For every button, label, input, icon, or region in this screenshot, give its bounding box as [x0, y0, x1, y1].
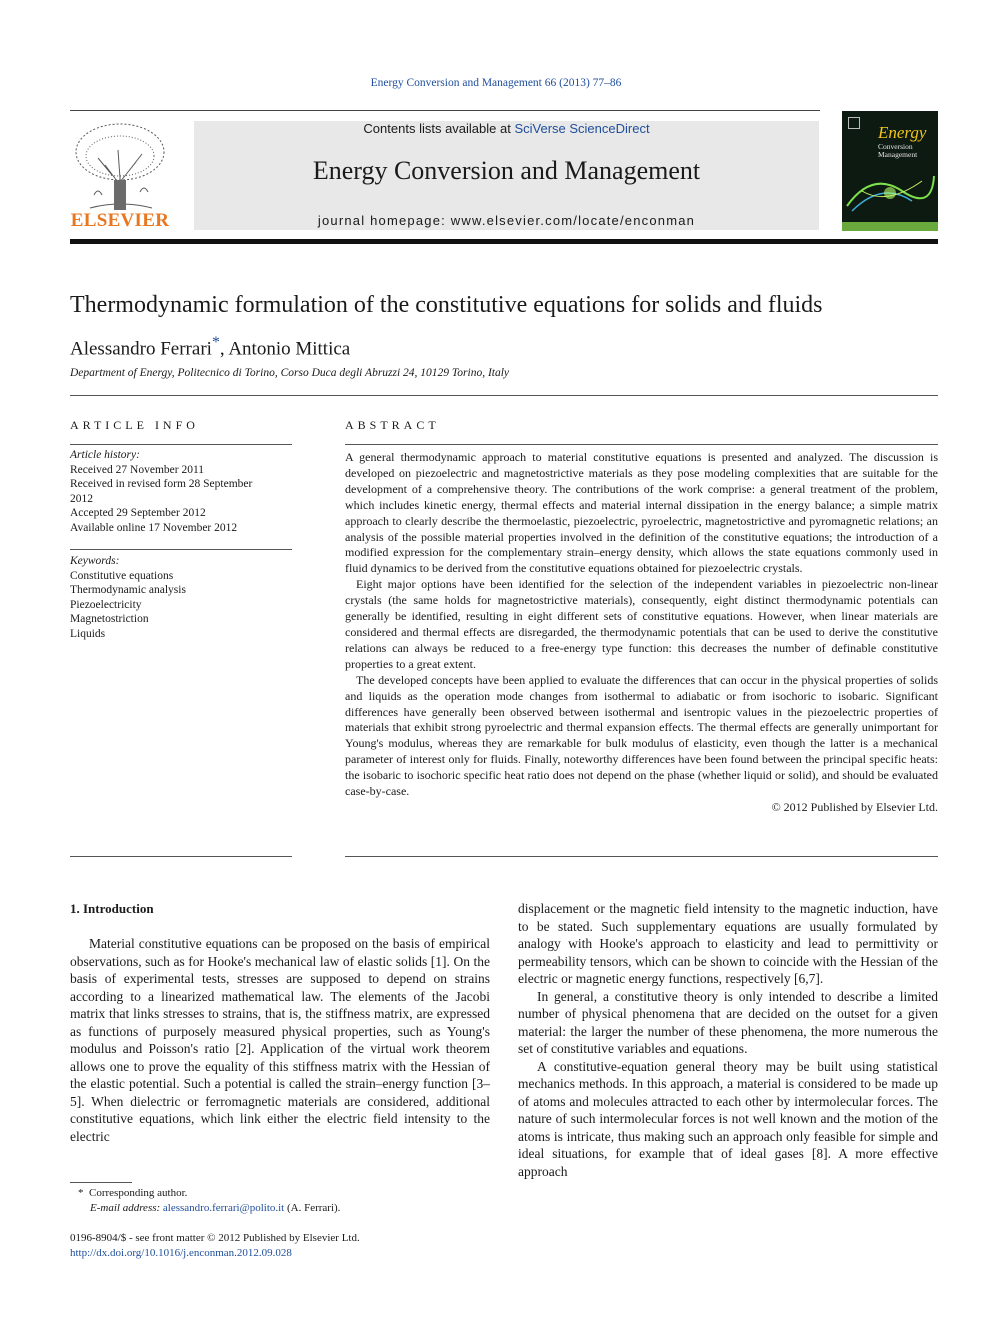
email-suffix: (A. Ferrari).	[286, 1201, 341, 1214]
issn-line: 0196-8904/$ - see front matter © 2012 Published by Elsevier Ltd.	[70, 1232, 360, 1244]
article-info-heading: ARTICLE INFO	[70, 418, 199, 432]
body-paragraph: In general, a constitutive theory is only intended to describe a limited number of physical phenomena that are decided on the outset for a given material: the larger the number of these phenomena, the more numerous the set of constitutive variables and equations.	[518, 988, 938, 1056]
right-column	[518, 900, 938, 1180]
footnote	[70, 1186, 490, 1215]
cover-subtitle-line-2: Management	[878, 150, 918, 159]
cover-footer-bar	[842, 222, 938, 231]
cover-light-swirl-icon	[842, 151, 938, 221]
header-thick-rule	[70, 239, 938, 244]
article-history	[70, 448, 292, 536]
header-rule	[70, 110, 820, 111]
abstract-paragraph: A general thermodynamic approach to material constitutive equations is presented and analyzed. The discussion is developed on piezoelectric and magnetostrictive materials as they pose modeling complexities that are suitable for the development of a comprehensive theory. The contributions of the work comprise: a general treatment of the problem, which includes kinetic energy, thermal effects and material internal dissipation in the energy balance; a simple matrix approach to clearly describe the thermoelastic, piezoelectric, pyroelectric, magnetostrictive and pyromagnetic relations; an analysis of the possible material properties involved in the definition of the constitutive equations; the introduction of a modified expression for the complementary strain–energy density, which allows the state equations commonly used in fluid dynamics to be derived from the constitutive equations obtained for piezoelectric crystals.	[345, 450, 938, 576]
issn-block	[70, 1231, 360, 1260]
title-rule	[70, 395, 938, 396]
abstract-rule	[345, 444, 938, 445]
article-info-bottom-rule	[70, 856, 292, 857]
keyword: Constitutive equations	[70, 569, 174, 582]
journal-homepage[interactable]: journal homepage: www.elsevier.com/locate/enconman	[317, 213, 696, 228]
article-info-rule	[70, 444, 292, 445]
corresponding-author-note: Corresponding author.	[89, 1187, 188, 1199]
sciencedirect-link[interactable]: SciVerse ScienceDirect	[514, 121, 650, 136]
keywords-label: Keywords:	[70, 555, 120, 567]
abstract-paragraph: The developed concepts have been applied to evaluate the differences that can occur in the physical properties of solids and liquids as the operation mode changes from isothermal to adiabatic or from isochoric to isobaric. Significant differences have generally been observed between isothermal and isentropic values in the piezoelectric properties of materials that exhibit strong pyroelectric and thermal expansion effects. The thermal effects are generally unimportant for Young's modulus, whereas they are remarkable for bulk modulus of elasticity, even though the latter is a mechanical parameter of interest only for fluids. Finally, noteworthy differences have been found between the principal specific heats: the isobaric to isochoric specific heat ratio does not depend on the phase (whether liquid or solid), and should be evaluated case-by-case.	[345, 672, 938, 799]
keyword: Liquids	[70, 627, 106, 640]
body-paragraph: Material constitutive equations can be proposed on the basis of empirical observations, such as for Hooke's mechanical law of elastic solids [1]. On the basis of experimental tests, stresses are supposed to depend on strains according to a linearized mathematical law. The elements of the Jacobi matrix that links stresses to strains, that is, the stiffness matrix, are expressed as functions of purposely measured physical properties, such as Young's modulus and Poisson's ratio [2]. Application of the virtual work theorem allows one to prove the equality of this stiffness matrix with the Hessian of the elastic potential. Such a potential is called the strain–energy function [3–5]. When dielectric or ferromagnetic materials are considered, additional constitutive equations, which link either the electric field intensity to the electric	[70, 936, 490, 1144]
journal-citation[interactable]: Energy Conversion and Management 66 (2013) 77–86	[370, 77, 622, 89]
body-paragraph: displacement or the magnetic field intensity to the magnetic induction, have to be stated. Such supplementary equations are usually formulated by analogy with Hooke's approach to elasticity and lead to permittivity or permeability tensors, which can be shown to coincide with the Hessian of the electric or magnetic energy functions, respectively [6,7].	[518, 901, 938, 986]
doi-link[interactable]: http://dx.doi.org/10.1016/j.enconman.2012.09.028	[70, 1246, 292, 1259]
contents-line	[194, 121, 819, 136]
email-label: E-mail address:	[90, 1201, 161, 1214]
keywords-list	[70, 554, 292, 642]
history-line: 2012	[70, 492, 93, 505]
abstract-bottom-rule	[345, 856, 938, 857]
history-label: Article history:	[70, 449, 140, 461]
contents-prefix: Contents lists available at	[363, 121, 515, 136]
body-paragraph: A constitutive-equation general theory may be built using statistical mechanics methods. In this approach, a material is considered to be made up of atoms and molecules attracted to each other by intermolecular forces. The nature of such intermolecular forces is not well known and the motion of the atoms is intricate, thus making such an approach only feasible for simple and ideal situations, for example that of ideal gases [8]. A more effective approach	[518, 1058, 938, 1179]
journal-name: Energy Conversion and Management	[312, 156, 701, 185]
abstract-body	[345, 450, 938, 816]
keyword: Magnetostriction	[70, 613, 149, 626]
journal-cover	[842, 111, 938, 231]
cover-subtitle-line-1: Conversion	[878, 142, 913, 151]
elsevier-wordmark: ELSEVIER	[70, 210, 170, 231]
history-line: Available online 17 November 2012	[70, 521, 238, 534]
keyword: Piezoelectricity	[70, 598, 142, 611]
abstract-paragraph: Eight major options have been identified for the selection of the independent variables in piezoelectric non-linear crystals (the same holds for magnetostrictive materials), consequently, eight distinct thermodynamic potentials can generally be identified, resulting in eight different sets of constitutive equations. However, when linear materials are considered and thermal effects are disregarded, the thermodynamic potentials that can be used to derive the constitutive relations can always be reduced to a free-energy type function: this decreases the number of definable constitutive properties to a great extent.	[345, 577, 938, 671]
section-heading: 1. Introduction	[70, 901, 154, 916]
corresponding-author-mark[interactable]: *	[211, 334, 220, 351]
cover-subtitle	[878, 143, 917, 159]
author-name: Alessandro Ferrari	[70, 338, 212, 360]
author-separator: ,	[219, 338, 229, 360]
left-column	[70, 935, 490, 1145]
history-line: Received 27 November 2011	[70, 463, 205, 476]
history-line: Received in revised form 28 September	[70, 478, 253, 491]
author-name: Antonio Mittica	[228, 338, 351, 360]
affiliation: Department of Energy, Politecnico di Torino, Corso Duca degli Abruzzi 24, 10129 Torino, Italy	[70, 367, 510, 379]
footnote-mark: *	[78, 1187, 84, 1199]
author-email-link[interactable]: alessandro.ferrari@polito.it	[162, 1201, 285, 1214]
author-list	[70, 334, 350, 360]
article-title: Thermodynamic formulation of the constitutive equations for solids and fluids	[70, 292, 823, 318]
history-line: Accepted 29 September 2012	[70, 507, 206, 520]
abstract-heading: ABSTRACT	[345, 418, 440, 432]
cover-publisher-icon	[848, 117, 860, 129]
cover-title: Energy	[878, 123, 927, 142]
copyright-notice: © 2012 Published by Elsevier Ltd.	[771, 799, 938, 814]
keywords-rule	[70, 549, 292, 550]
footnote-rule	[70, 1182, 132, 1183]
keyword: Thermodynamic analysis	[70, 584, 186, 597]
